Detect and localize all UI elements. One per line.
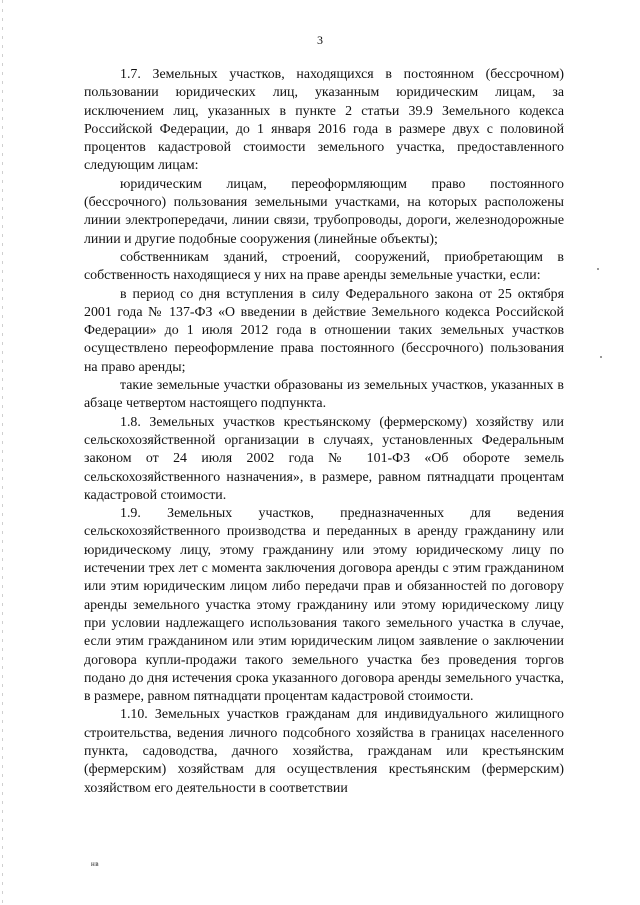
- footer-mark: нв: [91, 860, 100, 868]
- paragraph-1-8: 1.8. Земельных участков крестьянскому (фермерскому) хозяйству или сельскохозяйственной организации в случаях, установленных Федеральным законом от 24 июля 2002 года № 101-ФЗ «Об обороте земель сельскохозяйственного назначения», в размере, равном пятнадцати процентам кадастровой стоимости.: [84, 414, 564, 503]
- paragraph-1-9: 1.9. Земельных участков, предназначенных для ведения сельскохозяйственного производства и переданных в аренду гражданину или юридическому лицу, этому гражданину или этому юридическому лицу по истечении трех лет с момента заключения договора аренды с этим гражданином или этим юридическим лицом либо передачи прав и обязанностей по договору аренды земельного участка этому гражданину или этому юридическому лицу при условии надлежащего использования такого земельного участка в случае, если этим гражданином или этим юридическим лицом заявление о заключении договора купли-продажи такого земельного участка без проведения торгов подано до дня истечения срока указанного договора аренды земельного участка, в размере, равном пятнадцати процентам кадастровой стоимости.: [84, 506, 564, 705]
- paragraph-1-10: 1.10. Земельных участков гражданам для индивидуального жилищного строительства, ведения личного подсобного хозяйства в границах населенного пункта, садоводства, дачного хозяйства, гражданам или крестьянским (фермерским) хозяйствам для осуществления крестьянским (фермерским) хозяйством его деятельности в соответствии: [84, 707, 564, 796]
- paragraph-condition-formed: такие земельные участки образованы из земельных участков, указанных в абзаце четвертом настоящего подпункта.: [84, 378, 564, 412]
- paragraph-1-7: 1.7. Земельных участков, находящихся в постоянном (бессрочном) пользовании юридических лиц, указанным юридическим лицам, за исключением лиц, указанных в пункте 2 статьи 39.9 Земельного кодекса Российской Федерации, до 1 января 2016 года в размере двух с половиной процентов кадастровой стоимости земельного участка, предоставленного следующим лицам:: [84, 67, 564, 174]
- paragraph-condition-period: в период со дня вступления в силу Федерального закона от 25 октября 2001 года № 137-ФЗ «О введении в действие Земельного кодекса Российской Федерации» до 1 июля 2012 года в отношении таких земельных участков осуществлено переоформление права постоянного (бессрочного) пользования на право аренды;: [84, 286, 564, 375]
- page-number: 3: [317, 33, 323, 47]
- paragraph-building-owners: собственникам зданий, строений, сооружений, приобретающим в собственность находящиеся у них на праве аренды земельные участки, если:: [84, 249, 564, 284]
- scan-speck: [597, 268, 599, 270]
- document-body: [84, 66, 564, 798]
- scan-edge: [2, 0, 3, 905]
- paragraph-linear-objects: юридическим лицам, переоформляющим право постоянного (бессрочного) пользования земельными участками, на которых расположены линии электропередачи, линии связи, трубопроводы, дороги, железнодорожные линии и другие подобные сооружения (линейные объекты);: [84, 176, 564, 247]
- scan-speck: [600, 356, 602, 358]
